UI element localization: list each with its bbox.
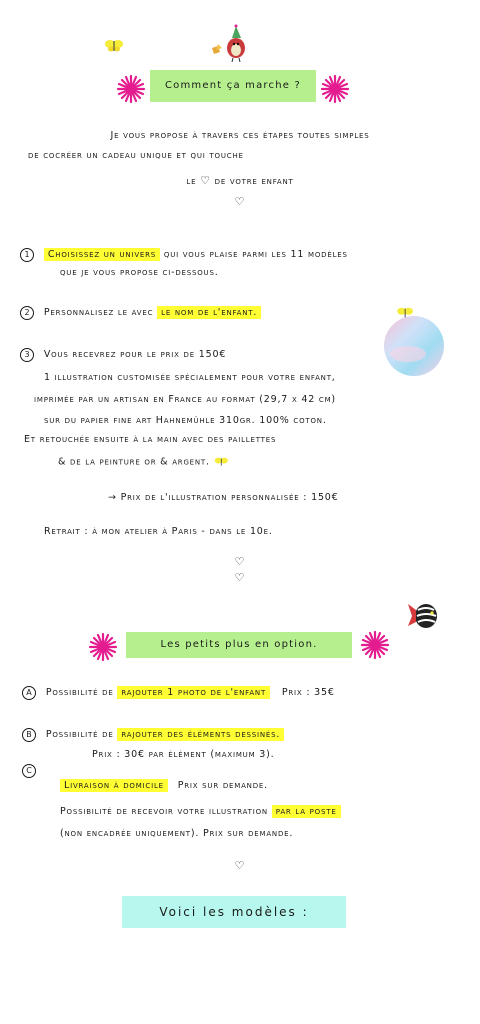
fish-icon bbox=[406, 600, 440, 634]
option-letter: A bbox=[22, 686, 36, 700]
heart-icon: ♡ bbox=[200, 174, 211, 187]
step-2 bbox=[20, 306, 261, 320]
option-c-line-3: (non encadrée uniquement). Prix sur demande. bbox=[60, 828, 294, 839]
yellow-butterfly-icon bbox=[104, 38, 126, 54]
intro-line-3-before: le bbox=[186, 176, 197, 187]
heart-icon: ♡ bbox=[234, 859, 246, 872]
option-a-price: Prix : 35€ bbox=[281, 687, 335, 698]
step-3 bbox=[20, 348, 226, 362]
yellow-butterfly-icon bbox=[396, 306, 416, 320]
option-b-highlight: rajouter des éléments dessinés. bbox=[117, 728, 284, 741]
option-c-text-1: Prix sur demande. bbox=[177, 780, 268, 791]
options-title: Les petits plus en option. bbox=[126, 632, 352, 658]
option-c-line-1 bbox=[60, 780, 268, 791]
step-3-line-1: Vous recevrez pour le prix de 150€ bbox=[43, 349, 227, 360]
step-1-highlight: Choisissez un univers bbox=[44, 248, 160, 261]
intro-line-2: de cocréer un cadeau unique et qui touche bbox=[28, 150, 244, 161]
option-b bbox=[22, 728, 284, 742]
intro-line-3-after: de votre enfant bbox=[214, 176, 294, 187]
step-2-highlight: le nom de l'enfant. bbox=[157, 306, 261, 319]
option-a bbox=[22, 686, 335, 700]
step-1-line-2: que je vous propose ci-dessous. bbox=[60, 267, 219, 278]
step-3-line-2: 1 illustration customisée spécialement pour votre enfant, bbox=[44, 372, 336, 383]
option-c-highlight-2: par la poste bbox=[272, 805, 341, 818]
step-1 bbox=[20, 248, 348, 262]
magenta-star-icon bbox=[88, 632, 118, 662]
yellow-butterfly-icon bbox=[214, 456, 230, 468]
step-2-text: Personnalisez le avec bbox=[43, 307, 154, 318]
price-line: → Prix de l'illustration personnalisée : 150€ bbox=[108, 492, 339, 503]
step-3-line-6 bbox=[58, 456, 230, 468]
magenta-star-icon bbox=[360, 630, 390, 660]
option-letter: C bbox=[22, 764, 36, 778]
heart-icon: ♡ bbox=[234, 555, 246, 568]
option-b-line-2: Prix : 30€ par élément (maximum 3). bbox=[92, 749, 275, 760]
option-letter: B bbox=[22, 728, 36, 742]
watercolor-circle-image bbox=[382, 314, 446, 378]
step-number: 2 bbox=[20, 306, 34, 320]
step-3-line-6-text: & de la peinture or & argent. bbox=[58, 456, 210, 468]
models-title: Voici les modèles : bbox=[122, 896, 346, 928]
option-a-text: Possibilité de bbox=[45, 687, 114, 698]
intro-line-1: Je vous propose à travers ces étapes toutes simples bbox=[110, 130, 370, 141]
how-it-works-title: Comment ça marche ? bbox=[150, 70, 316, 102]
magenta-star-icon bbox=[320, 74, 350, 104]
heart-icon: ♡ bbox=[234, 195, 246, 208]
pickup-line: Retrait : à mon atelier à Paris - dans le 10e. bbox=[44, 526, 273, 537]
heart-icon: ♡ bbox=[234, 571, 246, 584]
step-3-line-3: imprimée par un artisan en France au format (29,7 x 42 cm) bbox=[34, 394, 336, 405]
option-c bbox=[22, 764, 42, 778]
step-3-line-5: Et retouchée ensuite à la main avec des paillettes bbox=[24, 434, 277, 445]
bird-with-party-hat-icon bbox=[208, 26, 250, 62]
step-3-line-4: sur du papier fine art Hahnemühle 310gr. 100% coton. bbox=[44, 415, 327, 426]
option-c-line-2-text: Possibilité de recevoir votre illustration bbox=[60, 806, 268, 817]
step-number: 3 bbox=[20, 348, 34, 362]
option-a-highlight: rajouter 1 photo de l'enfant bbox=[117, 686, 270, 699]
magenta-star-icon bbox=[116, 74, 146, 104]
step-number: 1 bbox=[20, 248, 34, 262]
intro-line-3 bbox=[0, 175, 480, 187]
option-b-text: Possibilité de bbox=[45, 729, 114, 740]
option-c-line-2 bbox=[60, 806, 341, 817]
option-c-highlight-1: Livraison à domicile bbox=[60, 779, 168, 792]
step-1-text: qui vous plaise parmi les 11 modèles bbox=[163, 249, 348, 260]
